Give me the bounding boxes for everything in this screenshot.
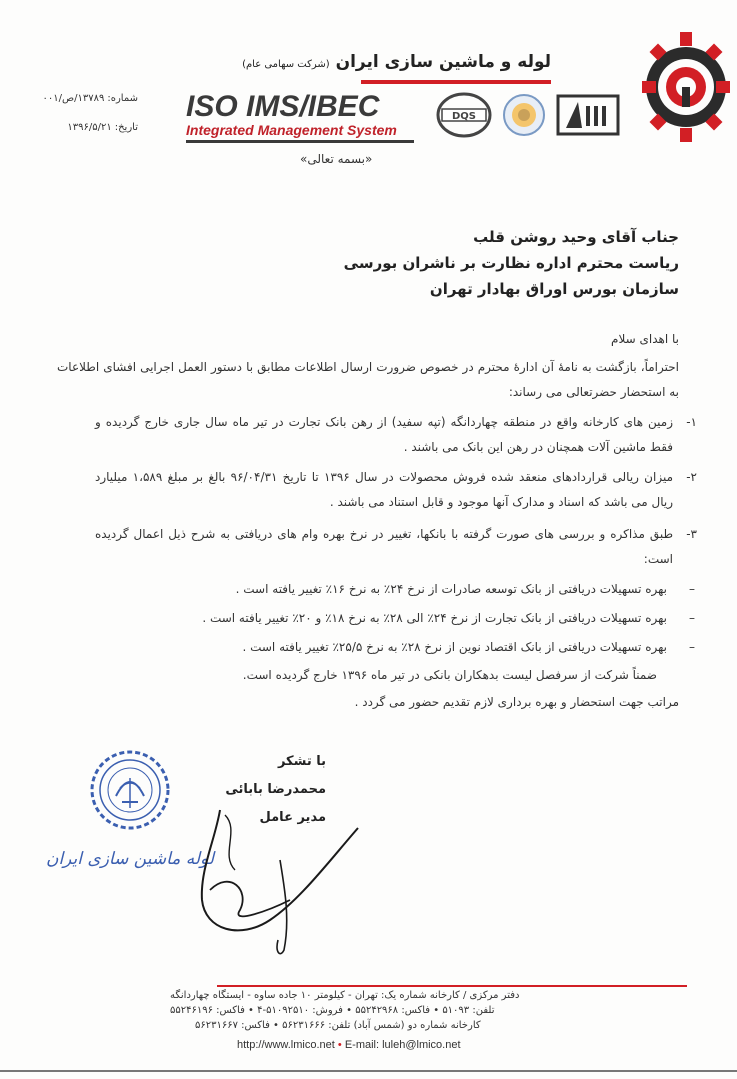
thanks-text: با تشکر: [277, 754, 326, 769]
signer-title: مدیر عامل: [259, 810, 326, 825]
item-2: [95, 465, 697, 515]
note-paragraph: ضمناً شرکت از سرفصل لیست بدهکاران بانکی در تیر ماه ۱۳۹۶ خارج گردیده است.: [242, 668, 657, 682]
item-2-text: میزان ریالی قراردادهای منعقد شده فروش محصولات در سال ۱۳۹۶ تا تاریخ ۹۶/۰۴/۳۱ بالغ بر مبلغ ۱،۵۸۹ میلیارد ریال می باشد که اسناد و مدارک آنها موجود و قابل استناد می باشند .: [95, 470, 673, 509]
footer-bullet: •: [337, 1039, 345, 1051]
recipient-block: [179, 224, 679, 302]
iso-title: ISO IMS/IBEC: [186, 90, 380, 123]
date-label: تاریخ:: [114, 122, 138, 133]
ims-subtitle: Integrated Management System: [186, 122, 397, 138]
recipient-name: جناب آقای وحید روشن قلب: [473, 228, 679, 246]
bullet-item: [105, 577, 695, 602]
number-value: ۱۳۷۸۹/ص/۰۰۱: [42, 93, 105, 104]
company-name-text: لوله و ماشین سازی ایران: [335, 52, 551, 72]
footer-address: دفتر مرکزی / کارخانه شماره یک: تهران - کیلومتر ۱۰ جاده ساوه - ایستگاه چهاردانگه: [170, 990, 520, 1001]
item-1-text: زمین های کارخانه واقع در منطقه چهاردانگه (تپه سفید) از رهن بانک تجارت در تیر ماه سال جاری خارج گردیده و فقط ماشین آلات همچنان در رهن این بانک می باشند .: [95, 415, 673, 454]
item-3-text: طبق مذاکره و بررسی های صورت گرفته با بانکها، تغییر در نرخ بهره وام های دریافتی به شرح ذیل اعمال گردیده است:: [95, 527, 673, 566]
header-red-line: [361, 80, 551, 84]
footer-plant2: کارخانه شماره دو (شمس آباد) تلفن: ۵۶۲۳۱۶۶۶ • فاکس: ۵۶۲۳۱۶۶۷: [195, 1020, 481, 1031]
company-type: (شرکت سهامی عام): [242, 59, 330, 70]
item-3: [95, 522, 697, 572]
bullet-list: [105, 577, 695, 660]
number-label: شماره:: [107, 93, 138, 104]
item-1: [95, 410, 697, 460]
email-link[interactable]: E-mail: luleh@lmico.net: [344, 1039, 461, 1051]
date-value: ۱۳۹۶/۵/۲۱: [67, 122, 112, 133]
date-row: [28, 119, 138, 136]
ims-underline: [186, 140, 414, 143]
bullet-dash: –: [689, 611, 695, 625]
bottom-rule: [0, 1070, 737, 1072]
company-stamp: [45, 738, 215, 878]
footer-phones: تلفن: ۵۱۰۹۳ • فاکس: ۵۵۲۴۲۹۶۸ • فروش: ۵۱۰۹۲۵۱۰-۴ • فاکس: ۵۵۲۴۶۱۹۶: [170, 1005, 495, 1016]
website-link[interactable]: http://www.lmico.net: [237, 1039, 335, 1051]
iso-seal-icon: [504, 95, 544, 135]
company-logo: [640, 22, 732, 152]
stamp-text: لوله ماشین سازی ایران: [45, 849, 215, 869]
footer-contact: [237, 1039, 461, 1051]
greeting: با اهدای سلام: [611, 332, 679, 346]
svg-text:DQS: DQS: [451, 111, 477, 122]
bullet-2-text: بهره تسهیلات دریافتی از بانک تجارت از نرخ ۲۴٪ الی ۲۸٪ به نرخ ۱۸٪ و ۲۰٪ تغییر یافته است .: [202, 611, 667, 625]
cert-logos: [436, 92, 621, 138]
footer-line: [217, 985, 687, 987]
reference-block: [28, 90, 138, 136]
company-name: [242, 52, 551, 72]
handwritten-signature: [180, 800, 360, 960]
basmala: «بسمه تعالی»: [300, 152, 373, 166]
bullet-item: [105, 606, 695, 631]
recipient-position: ریاست محترم اداره نظارت بر ناشران بورسی: [343, 254, 679, 272]
intro-paragraph: احتراماً، بازگشت به نامۀ آن ادارۀ محترم در خصوص ضرورت ارسال اطلاعات مطابق با دستور العمل اجرایی افشای اطلاعات به استحضار حضرتعالی می رساند:: [57, 360, 679, 399]
recipient-organization: سازمان بورس اوراق بهادار تهران: [429, 280, 679, 298]
number-row: [28, 90, 138, 107]
item-1-number: ۱-: [686, 415, 697, 429]
signer-name: محمدرضا بابائی: [225, 782, 326, 797]
bullet-dash: –: [689, 640, 695, 654]
bullet-dash: –: [689, 582, 695, 596]
dqs-cert-icon: [438, 94, 490, 136]
bullet-1-text: بهره تسهیلات دریافتی از بانک توسعه صادرات از نرخ ۲۴٪ به نرخ ۱۶٪ تغییر یافته است .: [235, 582, 667, 596]
closing-paragraph: مراتب جهت استحضار و بهره برداری لازم تقدیم حضور می گردد .: [354, 695, 679, 709]
item-3-number: ۳-: [686, 527, 697, 541]
bullet-item: [105, 635, 695, 660]
bullet-3-text: بهره تسهیلات دریافتی از بانک اقتصاد نوین از نرخ ۲۸٪ به نرخ ۲۵/۵٪ تغییر یافته است .: [242, 640, 667, 654]
standard-mark-icon: [558, 96, 618, 134]
item-2-number: ۲-: [686, 470, 697, 484]
